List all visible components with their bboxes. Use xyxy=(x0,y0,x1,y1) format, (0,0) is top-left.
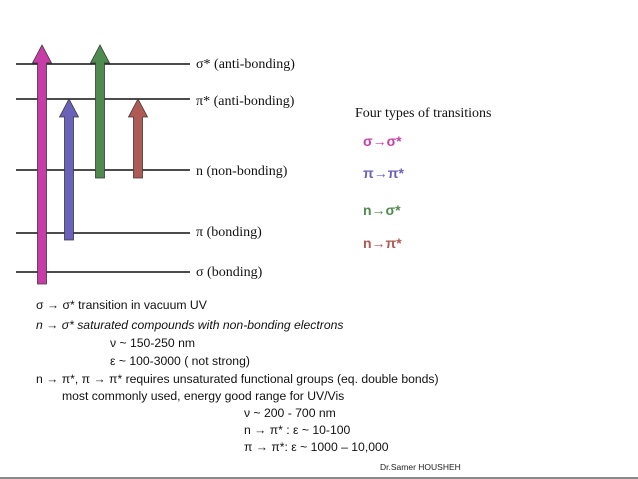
arrow-sigma-sigma-star xyxy=(33,45,52,284)
author-credit: Dr.Samer HOUSHEH xyxy=(380,462,461,472)
note-line-5: n → π*, π → π* requires unsaturated functional groups (eq. double bonds) xyxy=(36,372,439,386)
note-line-6: most commonly used, energy good range for UV/Vis xyxy=(62,389,345,403)
level-label-pi-star: π* (anti-bonding) xyxy=(196,94,295,109)
arrow-n-pi-star xyxy=(129,99,148,178)
level-label-pi: π (bonding) xyxy=(196,225,262,240)
note-line-2: n → σ* saturated compounds with non-bonding electrons xyxy=(36,318,344,332)
transition-n-pi-star: n→π* xyxy=(363,235,402,251)
note-line-3: ν ~ 150-250 nm xyxy=(110,336,196,350)
note-line-7: ν ~ 200 - 700 nm xyxy=(244,406,336,420)
note-line-4: ε ~ 100-3000 ( not strong) xyxy=(110,354,250,368)
transition-sigma-sigma-star: σ→σ* xyxy=(363,133,402,149)
level-label-sigma: σ (bonding) xyxy=(196,265,263,280)
note-line-9: π → π*: ε ~ 1000 – 10,000 xyxy=(244,440,389,454)
note-line-1: σ → σ* transition in vacuum UV xyxy=(36,298,207,312)
transition-n-sigma-star: n→σ* xyxy=(363,202,401,218)
level-label-n: n (non-bonding) xyxy=(196,164,288,179)
note-line-8: n → π* : ε ~ 10-100 xyxy=(244,423,351,437)
transition-pi-pi-star: π→π* xyxy=(363,165,404,181)
arrow-n-sigma-star xyxy=(91,45,110,178)
transitions-heading: Four types of transitions xyxy=(355,106,492,121)
level-label-sigma-star: σ* (anti-bonding) xyxy=(196,57,295,72)
